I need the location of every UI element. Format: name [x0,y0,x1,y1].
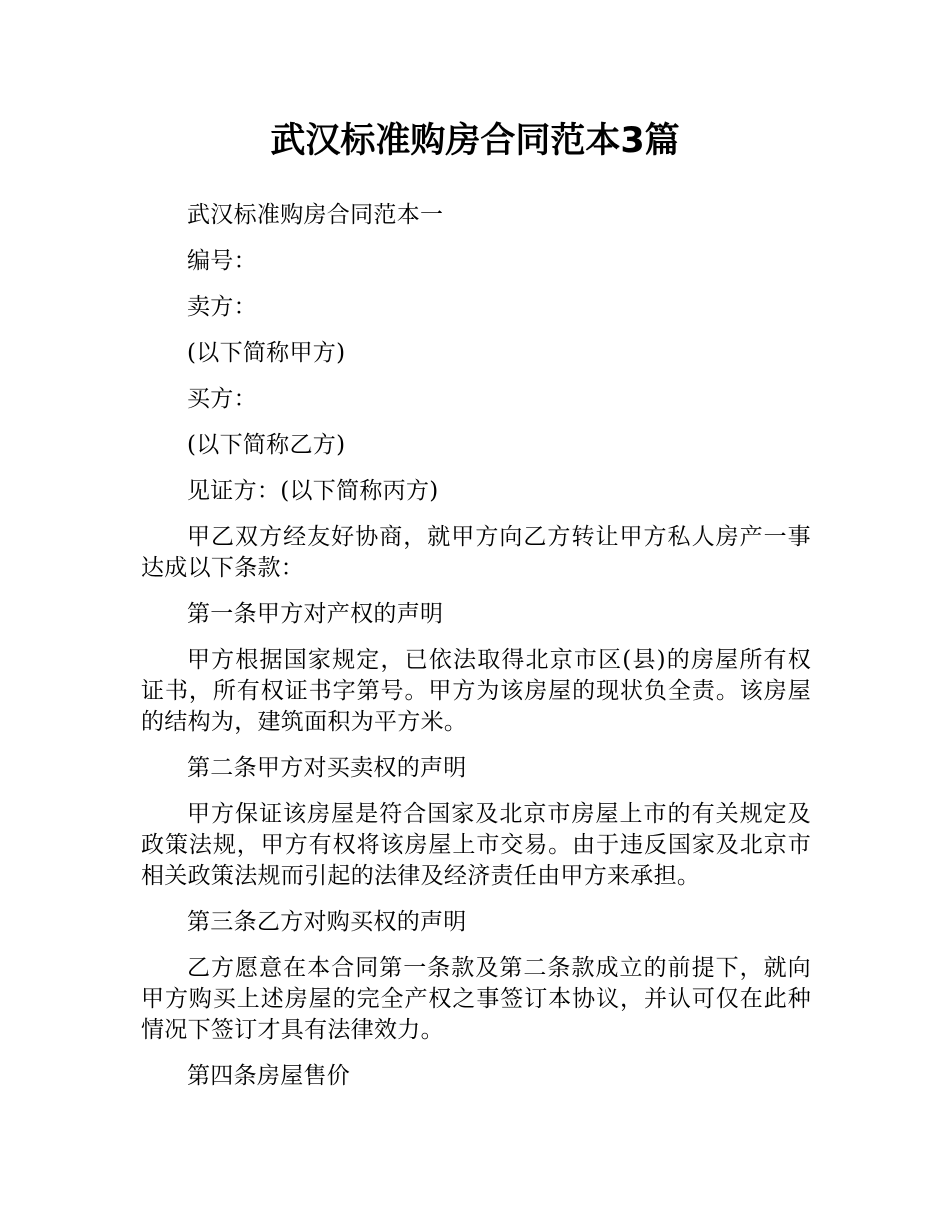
buyer-field: 买方： [187,386,257,412]
seller-field: 卖方： [187,294,257,320]
article-1-heading: 第一条甲方对产权的声明 [187,601,444,627]
witness-field: 见证方：(以下简称丙方) [187,478,439,504]
article-2-body: 甲方保证该房屋是符合国家及北京市房屋上市的有关规定及政策法规，甲方有权将该房屋上市交易。由于违反国家及北京市相关政策法规而引起的法律及经济责任由甲方来承担。 [141,801,811,889]
buyer-alias: (以下简称乙方) [187,432,346,458]
section-heading: 武汉标准购房合同范本一 [187,202,444,228]
preamble-paragraph: 甲乙双方经友好协商，就甲方向乙方转让甲方私人房产一事达成以下条款： [141,524,811,581]
article-4-heading: 第四条房屋售价 [187,1063,351,1089]
article-3-heading: 第三条乙方对购买权的声明 [187,909,467,935]
article-2-heading: 第二条甲方对买卖权的声明 [187,755,467,781]
seller-alias: (以下简称甲方) [187,340,346,366]
article-3-body: 乙方愿意在本合同第一条款及第二条款成立的前提下，就向甲方购买上述房屋的完全产权之事签订本协议，并认可仅在此种情况下签订才具有法律效力。 [141,955,811,1043]
document-body [141,200,811,1107]
contract-number-field: 编号： [187,248,257,274]
document-title: 武汉标准购房合同范本3篇 [270,121,680,161]
article-1-body: 甲方根据国家规定，已依法取得北京市区(县)的房屋所有权证书，所有权证书字第号。甲方为该房屋的现状负全责。该房屋的结构为，建筑面积为平方米。 [141,647,811,735]
